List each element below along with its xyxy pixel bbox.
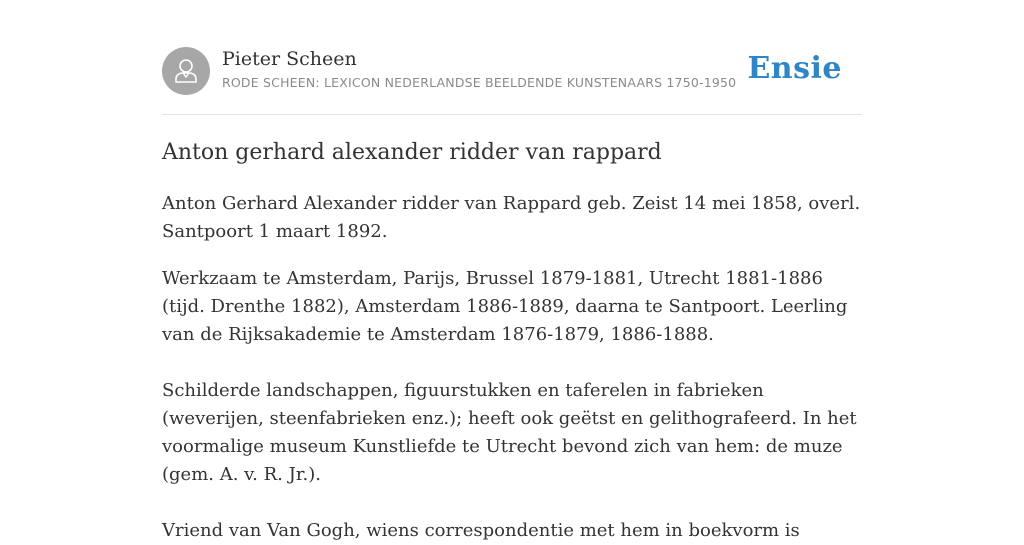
paragraph-birth: Anton Gerhard Alexander ridder van Rappard geb. Zeist 14 mei 1858, overl. Santpoort 1 maart 1892. — [162, 193, 861, 242]
paragraph-spacer — [162, 349, 862, 377]
ensie-logo[interactable]: Ensie — [747, 51, 842, 86]
paragraph-spacer — [162, 489, 862, 517]
author-name[interactable]: Pieter Scheen — [222, 48, 357, 70]
user-icon — [162, 47, 210, 95]
source-label[interactable]: RODE SCHEEN: LEXICON NEDERLANDSE BEELDENDE KUNSTENAARS 1750-1950 — [222, 75, 737, 90]
article-header — [162, 47, 862, 115]
article-body — [162, 190, 862, 545]
page-title: Anton gerhard alexander ridder van rappard — [162, 140, 662, 165]
paragraph-career: Werkzaam te Amsterdam, Parijs, Brussel 1879-1881, Utrecht 1881-1886 (tijd. Drenthe 1882), Amsterdam 1886-1889, daarna te Santpoort. Leerling van de Rijksakademie te Amsterdam 1876-1879, 1886-1888. — [162, 268, 848, 345]
paragraph-friend: Vriend van Van Gogh, wiens correspondentie met hem in boekvorm is — [162, 520, 800, 541]
paragraph-works: Schilderde landschappen, figuurstukken en taferelen in fabrieken (weverijen, steenfabrieken enz.); heeft ook geëtst en gelithografeerd. In het voormalige museum Kunstliefde te Utrecht bevond zich van hem: de muze (gem. A. v. R. Jr.). — [162, 380, 857, 485]
author-avatar[interactable] — [162, 47, 210, 95]
